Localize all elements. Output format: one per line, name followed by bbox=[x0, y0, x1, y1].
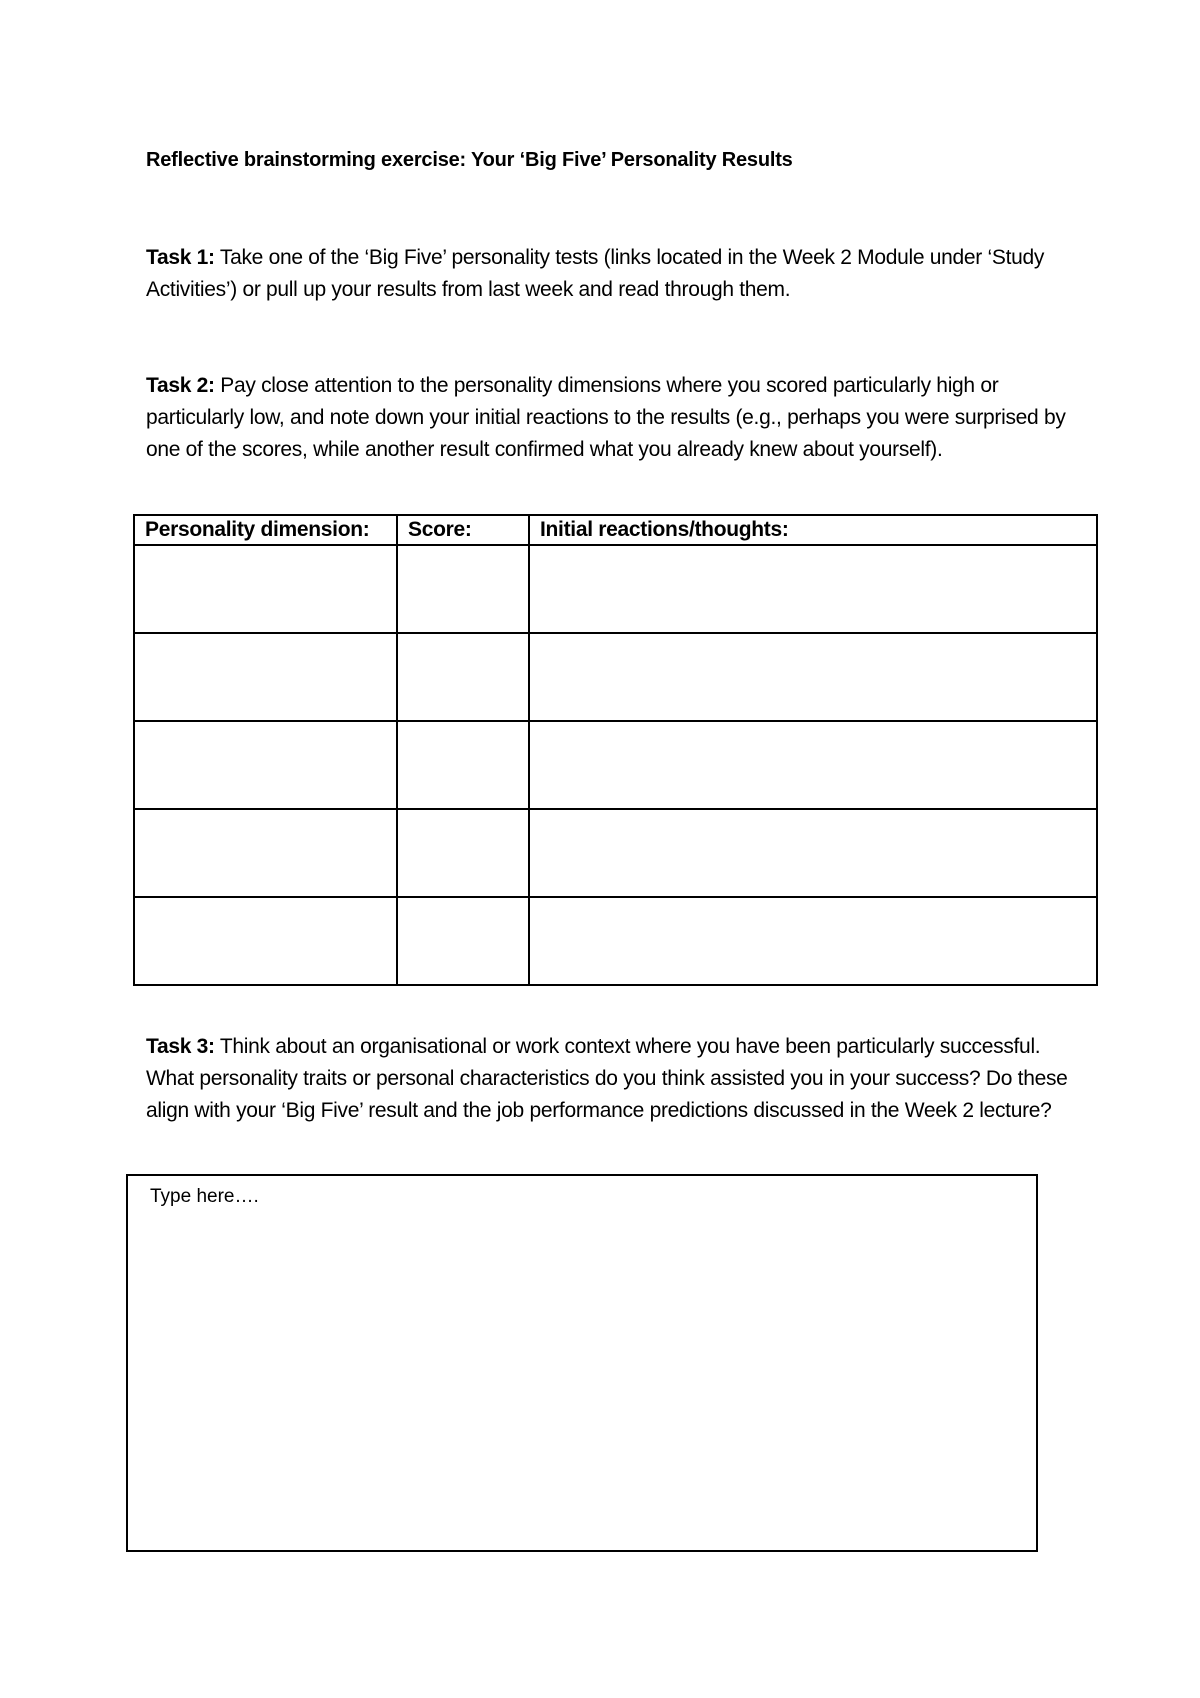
table-row bbox=[134, 809, 1097, 897]
reactions-cell[interactable] bbox=[529, 633, 1097, 721]
score-cell[interactable] bbox=[397, 897, 529, 985]
reactions-cell[interactable] bbox=[529, 897, 1097, 985]
reactions-cell[interactable] bbox=[529, 721, 1097, 809]
personality-results-table bbox=[133, 514, 1098, 986]
score-cell[interactable] bbox=[397, 721, 529, 809]
task-1-text: Take one of the ‘Big Five’ personality tests (links located in the Week 2 Module under ‘Study Activities’) or pull up your results from last week and read through them. bbox=[146, 246, 1045, 301]
task-2-instructions bbox=[146, 370, 1076, 466]
dimension-cell[interactable] bbox=[134, 809, 397, 897]
table-header-row bbox=[134, 515, 1097, 545]
task-2-label: Task 2: bbox=[146, 374, 215, 397]
reactions-cell[interactable] bbox=[529, 545, 1097, 633]
header-initial-reactions: Initial reactions/thoughts: bbox=[529, 515, 1097, 545]
dimension-cell[interactable] bbox=[134, 721, 397, 809]
task-1-instructions bbox=[146, 242, 1076, 306]
dimension-cell[interactable] bbox=[134, 633, 397, 721]
score-cell[interactable] bbox=[397, 809, 529, 897]
header-personality-dimension: Personality dimension: bbox=[134, 515, 397, 545]
table-row bbox=[134, 633, 1097, 721]
task-3-answer-input[interactable] bbox=[128, 1176, 1036, 1550]
table-row bbox=[134, 721, 1097, 809]
task-3-label: Task 3: bbox=[146, 1035, 215, 1058]
dimension-cell[interactable] bbox=[134, 545, 397, 633]
task-2-text: Pay close attention to the personality dimensions where you scored particularly high or particularly low, and note down your initial reactions to the results (e.g., perhaps you were surprised by one of the scores, while another result confirmed what you already knew about yourself). bbox=[146, 374, 1066, 461]
task-3-answer-box bbox=[126, 1174, 1038, 1552]
reactions-cell[interactable] bbox=[529, 809, 1097, 897]
task-3-text: Think about an organisational or work context where you have been particularly successful. What personality traits or personal characteristics do you think assisted you in your success? Do these align with your ‘Big Five’ result and the job performance predictions discussed in the Week 2 lecture? bbox=[146, 1035, 1068, 1122]
table-row bbox=[134, 545, 1097, 633]
score-cell[interactable] bbox=[397, 545, 529, 633]
task-3-instructions bbox=[146, 1031, 1076, 1127]
score-cell[interactable] bbox=[397, 633, 529, 721]
page-title: Reflective brainstorming exercise: Your ‘Big Five’ Personality Results bbox=[146, 149, 793, 171]
header-score: Score: bbox=[397, 515, 529, 545]
table-row bbox=[134, 897, 1097, 985]
dimension-cell[interactable] bbox=[134, 897, 397, 985]
task-1-label: Task 1: bbox=[146, 246, 215, 269]
